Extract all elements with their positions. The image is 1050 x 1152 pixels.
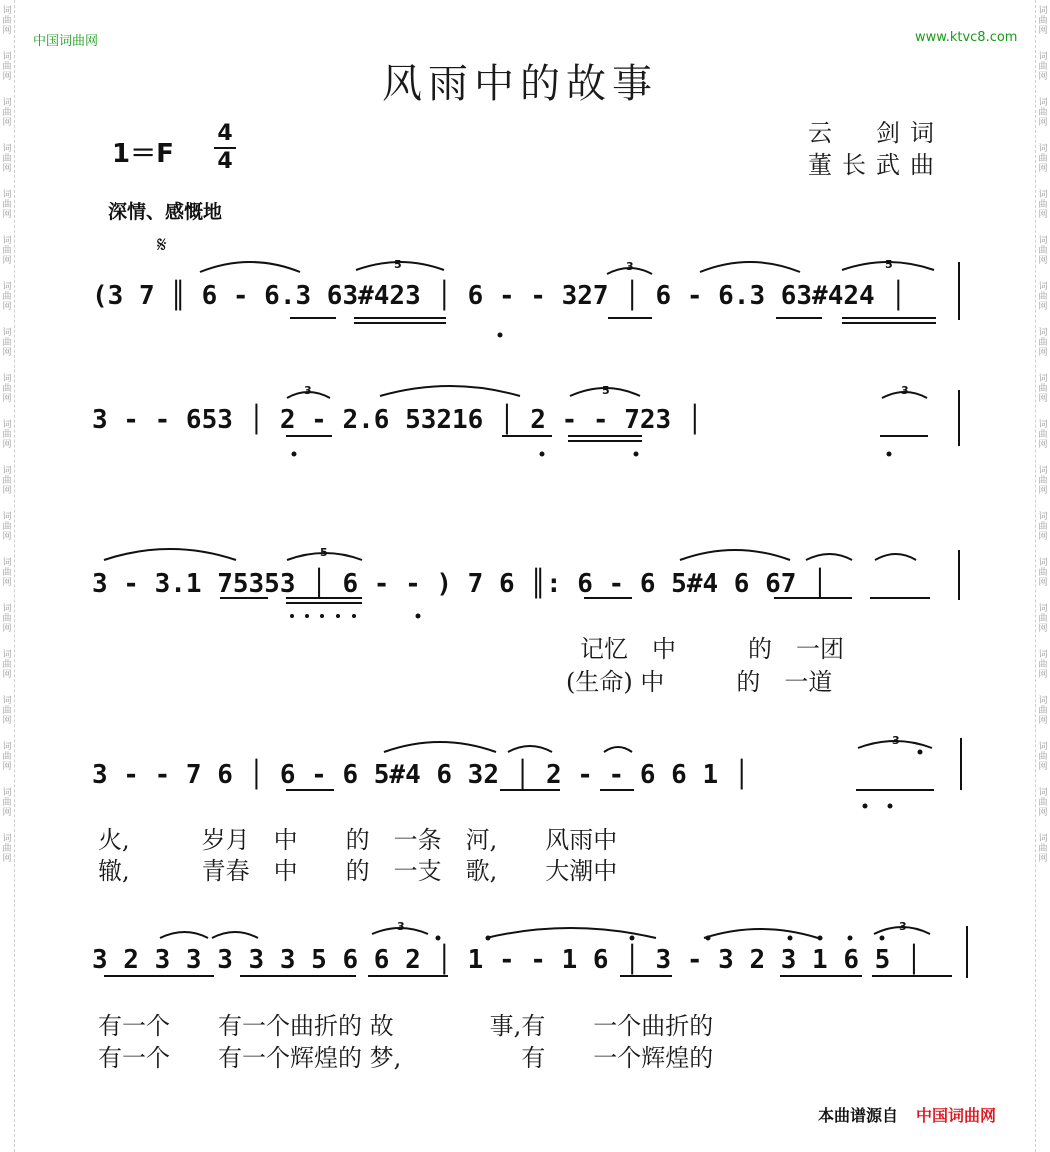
watermark-text: 词 曲 网 — [1038, 374, 1048, 404]
watermark-text: 词 曲 网 — [1038, 282, 1048, 312]
watermark-text: 词 曲 网 — [1038, 328, 1048, 358]
footer-brand-link[interactable]: 中国词曲网 — [916, 1106, 997, 1125]
score-row-5: 3 2 3 3 3 3 3 5 6 6 2 │ 1 - - 1 6 │ 3 - 3 2 3 1 6 5 │ — [92, 945, 922, 975]
segno-sign: 𝄋 — [157, 233, 167, 258]
site-url[interactable]: www.ktvc8.com — [915, 30, 1018, 45]
watermark-text: 词 曲 网 — [2, 328, 12, 358]
watermark-text: 词 曲 网 — [2, 236, 12, 266]
tuplet-mark: 3 — [892, 734, 900, 747]
lyrics-row4-verse1: 火, 岁月 中 的 一条 河, 风雨中 — [98, 826, 618, 854]
watermark-text: 词 曲 网 — [1038, 52, 1048, 82]
lyrics-row3-verse1: 记忆 中 的 一团 — [580, 635, 844, 663]
key-signature: 1＝F — [112, 139, 174, 169]
slur — [160, 932, 208, 938]
footer-source-label: 本曲谱源自 — [818, 1106, 899, 1125]
watermark-text: 词 曲 网 — [1038, 788, 1048, 818]
tuplet-mark: 3 — [901, 384, 909, 397]
slur — [380, 386, 520, 396]
watermark-text: 词 曲 网 — [2, 558, 12, 588]
watermark-text: 词 曲 网 — [2, 466, 12, 496]
watermark-text: 词 曲 网 — [2, 696, 12, 726]
tuplet-mark: 3 — [304, 384, 312, 397]
watermark-text: 词 曲 网 — [2, 604, 12, 634]
song-title: 风雨中的故事 — [382, 61, 658, 107]
slur — [875, 554, 916, 560]
footer-source — [818, 1103, 996, 1126]
watermark-text: 词 曲 网 — [1038, 6, 1048, 36]
tuplet-mark: 3 — [626, 260, 634, 273]
watermark-text: 词 曲 网 — [2, 834, 12, 864]
tuplet-mark: 3 — [397, 920, 405, 933]
tuplet-mark: 3 — [899, 920, 907, 933]
site-name[interactable]: 中国词曲网 — [33, 34, 99, 49]
lyrics-row4-verse2: 辙, 青春 中 的 一支 歌, 大潮中 — [98, 857, 618, 885]
watermark-text: 词 曲 网 — [1038, 604, 1048, 634]
score-row-4: 3 - - 7 6 │ 6 - 6 5#4 6 32 │ 2 - - 6 6 1 │ — [92, 760, 750, 790]
slur — [604, 747, 632, 752]
watermark-text: 词 曲 网 — [2, 420, 12, 450]
watermark-text: 词 曲 网 — [1038, 98, 1048, 128]
watermark-text: 词 曲 网 — [2, 144, 12, 174]
watermark-text: 词 曲 网 — [2, 650, 12, 680]
slur — [200, 262, 300, 272]
score-row-1: (3 7 ║ 6 - 6.3 63#423 │ 6 - - 327 │ 6 - 6.3 63#424 │ — [92, 281, 906, 311]
score-row-2: 3 - - 653 │ 2 - 2.6 53216 │ 2 - - 723 │ — [92, 405, 703, 435]
watermark-text: 词 曲 网 — [1038, 420, 1048, 450]
tuplet-mark: 5 — [394, 258, 402, 271]
slur — [700, 262, 800, 272]
watermark-text: 词 曲 网 — [2, 512, 12, 542]
watermark-text: 词 曲 网 — [2, 374, 12, 404]
watermark-text: 词 曲 网 — [1038, 144, 1048, 174]
lyrics-row5-verse2: 有一个 有一个辉煌的 梦, 有 一个辉煌的 — [98, 1044, 714, 1072]
watermark-text: 词 曲 网 — [1038, 742, 1048, 772]
watermark-text: 词 曲 网 — [2, 52, 12, 82]
tuplet-mark: 5 — [602, 384, 610, 397]
watermark-text: 词 曲 网 — [1038, 512, 1048, 542]
slur — [384, 742, 496, 752]
watermark-text: 词 曲 网 — [1038, 466, 1048, 496]
watermark-text: 词 曲 网 — [1038, 558, 1048, 588]
time-signature-bottom: 4 — [217, 149, 233, 174]
watermark-text: 词 曲 网 — [2, 6, 12, 36]
lyrics-row3-verse2: (生命) 中 的 一道 — [566, 668, 833, 696]
slur — [508, 746, 552, 752]
lyricist-credit: 云 剑词 — [808, 119, 944, 147]
time-signature-top: 4 — [217, 121, 233, 146]
slur — [806, 554, 852, 560]
slur — [104, 549, 236, 560]
lyrics-row5-verse1: 有一个 有一个曲折的 故 事,有 一个曲折的 — [98, 1012, 714, 1040]
watermark-text: 词 曲 网 — [2, 282, 12, 312]
slur — [212, 932, 258, 938]
watermark-text: 词 曲 网 — [1038, 650, 1048, 680]
watermark-text: 词 曲 网 — [2, 788, 12, 818]
watermark-text: 词 曲 网 — [2, 742, 12, 772]
watermark-text: 词 曲 网 — [2, 190, 12, 220]
slur — [680, 550, 790, 560]
watermark-text: 词 曲 网 — [1038, 190, 1048, 220]
score-row-3: 3 - 3.1 75353 │ 6 - - ) 7 6 ║: 6 - 6 5#4 6 67 │ — [92, 569, 828, 599]
tempo-marking: 深情、感慨地 — [108, 201, 223, 223]
slur — [704, 929, 818, 938]
watermark-text: 词 曲 网 — [1038, 236, 1048, 266]
tuplet-mark: 5 — [320, 546, 328, 559]
watermark-text: 词 曲 网 — [1038, 834, 1048, 864]
watermark-text: 词 曲 网 — [2, 98, 12, 128]
composer-credit: 董长武曲 — [808, 151, 944, 179]
watermark-text: 词 曲 网 — [1038, 696, 1048, 726]
tuplet-mark: 5 — [885, 258, 893, 271]
